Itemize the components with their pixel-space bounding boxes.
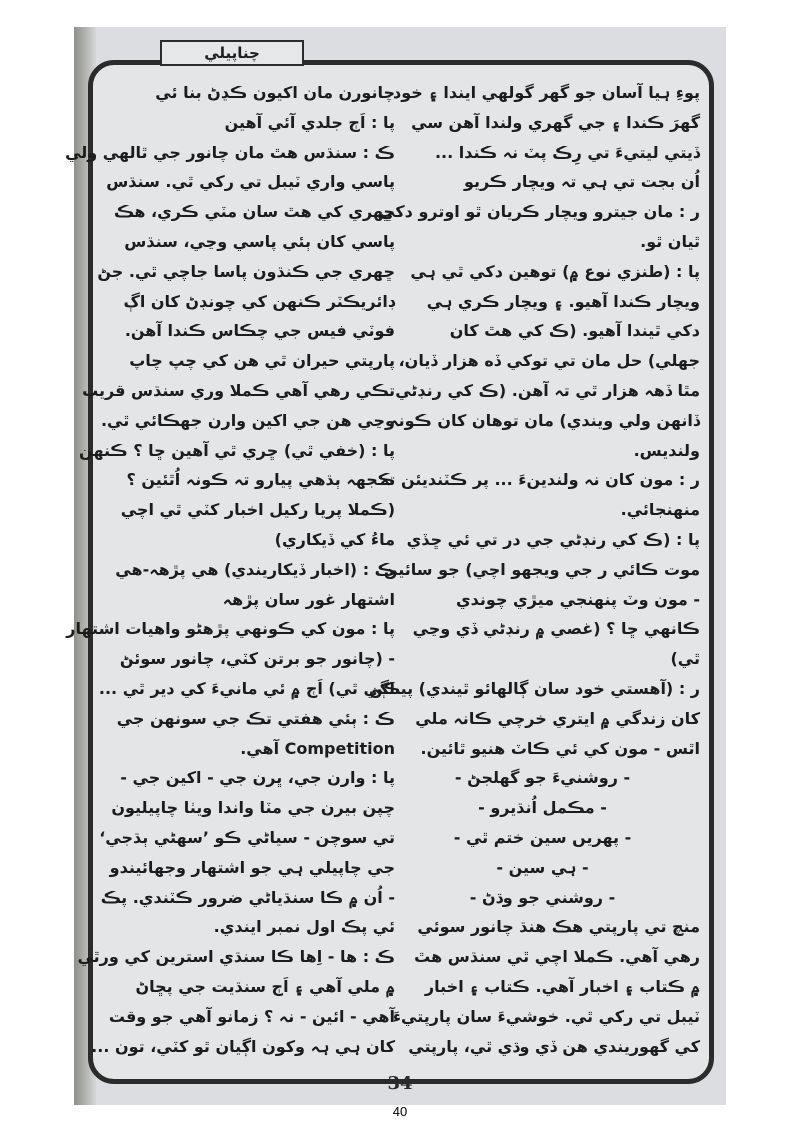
text-line: ر : مان جيترو ويچار ڪريان ٿو اوترو دکي — [379, 202, 700, 222]
left-text-column — [65, 78, 395, 1061]
text-line: ٽيبل تي رکي ٿي. خوشيءَ سان پارپتيءَ — [392, 1006, 700, 1026]
text-line: پاسي کان ٻئي پاسي وڃي، سنڌس — [124, 231, 395, 251]
text-line: ۾ ملي آهي ۽ اَڄ سنڌيت جي پڇاڻ — [135, 976, 395, 996]
footer-page-number: 40 — [392, 1104, 408, 1119]
text-line: اُن بجت تي ہي تہ ويچار ڪريو — [463, 172, 700, 192]
text-line: - (چانور جو برتن کٽي، چانور سوئڻ — [119, 649, 395, 669]
text-line: (ڪملا پريا رکيل اخبار کٽي ٿي اچي — [120, 500, 395, 520]
text-line: ڪ : ها - اِها ڪا سنڌي استرين کي ورٿي — [77, 947, 395, 967]
text-line: تڪي رهي آهي ڪملا وري سنڌس قريب — [82, 380, 395, 400]
text-line: ر : (آهستي خود سان ڳالهائو ٿيندي) پيڪن — [369, 678, 700, 698]
text-line: ڪجهہ ٻڌهي پيارو تہ ڪونہ اُٿئين ؟ — [126, 470, 395, 490]
text-line: ڪ : (اخبار ڏيکاريندي) هي پڙهہ-هي — [115, 559, 395, 579]
text-line: ماءُ کي ڏيکاري) — [274, 529, 395, 549]
page-number: 34 — [387, 1073, 413, 1094]
text-line: کان زندگي ۾ ايتري خرچي ڪانہ ملي — [415, 708, 700, 728]
text-line: ٿي) — [670, 649, 700, 669]
text-line: - پهريں سين ختم ٿي - — [453, 827, 632, 847]
text-line: ڪ : سنڌس هٿ مان چانور جي ٿالهي ولي — [65, 142, 395, 162]
text-line: پارپتي حيران ٿي هن کي چپ چاپ — [129, 351, 395, 371]
text-line: ر : مون کان نہ ولندينءَ ... پر ڪٽنديئن تہ — [380, 470, 700, 490]
header-title: چناپيلي — [160, 40, 304, 66]
text-line: دکي ٿيندا آهيو. (ڪ کي هٿ کان — [449, 321, 700, 341]
text-line: ٿيان ٿو. — [640, 231, 700, 251]
text-line: ڪانهي ڇا ؟ (غصي ۾ رنڊڻي ڏي وڃي — [412, 619, 700, 639]
text-line: ئي پڪ اول نمبر ايندي. — [213, 917, 395, 937]
text-line: ڏانهن ولي ويندي) مان توهان کان ڪونہ — [389, 410, 700, 430]
text-line: فوٽي فيس جي چڪاس ڪندا آهن. — [124, 321, 395, 341]
text-line: کان ہي ہہ وکون اڳيان ٿو کٽي، تون ... — [91, 1036, 395, 1056]
text-line: ڪ : ٻئي هفتي تڪ جي سونهن جي — [116, 708, 395, 728]
text-line: ڊائريڪٽر ڪنهن کي چونڊڻ کان اڳ — [123, 291, 395, 311]
text-line: تي سوچن - سياڻي ڪو ’سهڻي ٻڌجي‘ — [99, 827, 395, 847]
text-line: پا : مون کي ڪونهي پڙهڻو واهيات اشتهار — [66, 619, 395, 639]
text-line: گهرَ ڪندا ۽ جي گهري ولندا آهن سي — [411, 112, 700, 132]
text-line: - اُن ۾ ڪا سنڌياڻي ضرور ڪٽندي. پڪ — [100, 887, 395, 907]
text-line: پا : (ڪ کي رنڊڻي جي در تي ئي ڇڏي — [406, 529, 700, 549]
text-line: منهنجائي. — [620, 500, 700, 520]
text-line: - ہي سين - — [496, 857, 589, 877]
text-line: ڇهري جي ڪنڌون پاسا جاچي ٿي. جڻ — [97, 261, 395, 281]
text-line: ولنديس. — [633, 440, 700, 460]
text-line: ڏيتي ليتيءَ تي رِڪ پٽ نہ ڪندا ... — [434, 142, 700, 162]
text-line: آهي - ائين - نہ ؟ زمانو آهي جو وقت — [108, 1006, 395, 1026]
text-line: اشتهار غور سان پڙهہ — [222, 589, 395, 609]
text-line: ويچار ڪندا آهيو. ۽ ويچار ڪري ہي — [426, 291, 700, 311]
text-line: جي چاپيلي ہي جو اشتهار وجهائيندو — [109, 857, 395, 877]
text-line: - مون وٽ پنهنجي ميڙي چوندي — [456, 589, 700, 609]
text-line: پا : (خفي ٿي) ڇري ٿي آهين ڇا ؟ ڪنهن — [79, 440, 395, 460]
text-line: پا : (طنزي نوع ۾) توهين دکي ٿي ہي — [410, 261, 700, 281]
text-line: لڳي ٿي) اَڄ ۾ ئي مانيءَ کي دير ٿي ... — [98, 678, 395, 698]
right-text-column — [369, 78, 700, 1061]
text-line: مٿا ڏهہ هزار ٿي تہ آهن. (ڪ کي رنڊڻي — [395, 380, 700, 400]
text-line: موت ڪائي ر جي ويجهو اچي) جو سائين — [383, 559, 700, 579]
text-line: - مڪمل اُنڌيرو - — [478, 798, 607, 818]
text-line: رهي آهي. ڪملا اچي ٿي سنڌس هٿ — [414, 947, 700, 967]
text-line: پوءِ ہيا آسان جو گهر گولهي ايندا ۽ خود — [393, 83, 700, 102]
text-line: جهلي) حل مان تي توکي ڏه هزار ڏيان، — [398, 351, 700, 371]
text-line: اٿس - مون کي ئي ڪاٽ هنيو ٿائين. — [420, 738, 700, 758]
text-line: کي گهوريندي هن ڏي وڌي ٿي، پارپتي — [408, 1036, 700, 1056]
text-line: ڇهري کي هٿ سان مٽي ڪري، هڪ — [114, 202, 395, 222]
text-line: پا : اَڄ جلدي آئي آهين — [224, 112, 395, 132]
text-line: Competition آهي. — [240, 738, 395, 758]
text-line: پاسي واري ٽيبل تي رکي ٿي. سنڌس — [106, 172, 395, 192]
text-line: پا : وارن جي، ڀرن جي - اکين جي - — [120, 768, 395, 788]
text-line: - روشني جو وڌڻ - — [469, 887, 616, 907]
text-line: ۾ ڪتاب ۽ اخبار آهي. ڪتاب ۽ اخبار — [424, 976, 700, 996]
text-line: وڃي هن جي اکين وارن جهڪائي ٿي. — [100, 410, 395, 430]
text-line: - روشنيءَ جو گهلجڻ - — [454, 768, 631, 788]
text-line: چپن بيرن جي مٽا واندا ويٺا چاپيليون — [111, 798, 395, 818]
text-line: چانورن مان اکيون ڪڍڻ بنا ئي — [155, 83, 395, 102]
text-line: منچ تي پارپتي هڪ هنڌ چانور سوئي — [417, 917, 700, 937]
